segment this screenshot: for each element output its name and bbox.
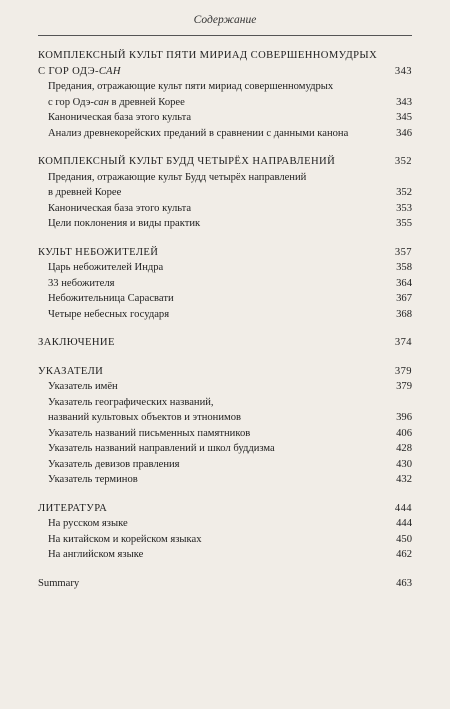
page-number: 444 [396,518,412,529]
header-rule [38,35,412,36]
entry-title: КОМПЛЕКСНЫЙ КУЛЬТ ПЯТИ МИРИАД СОВЕРШЕННОМУДРЫХ [38,50,378,61]
running-header: Содержание [193,14,257,26]
entry-title: Предания, отражающие культ пяти мириад совершенномудрых [48,81,334,92]
toc-entry-sub[interactable] [38,126,412,142]
entry-title: в древней Корее [48,187,122,198]
entry-title: названий культовых объектов и этнонимов [48,412,242,423]
toc-entry-sub[interactable] [38,426,412,442]
toc-entry-sub[interactable] [38,260,412,276]
table-of-contents [38,48,412,598]
entry-title: Каноническая база этого культа [48,112,192,123]
page-number: 450 [396,533,412,545]
page-number: 462 [396,549,412,560]
toc-entry-sub[interactable] [38,276,412,292]
page-number: 430 [396,458,412,470]
page-number: 355 [396,218,412,229]
toc-entry-sub[interactable] [38,532,412,548]
page-number: 367 [396,293,412,304]
entry-title: Указатель названий письменных памятников [48,427,251,439]
page-number: 368 [396,308,412,320]
entry-title-italic: САН [98,65,121,77]
entry-title: Четыре небесных государя [48,308,170,320]
toc-section [38,245,412,323]
entry-title: ЛИТЕРАТУРА [38,502,108,514]
page-number: 343 [394,65,412,77]
toc-entry-sub[interactable] [38,291,412,307]
page-number: 352 [396,187,412,198]
entry-title: Царь небожителей Индра [48,262,164,273]
entry-title: Указатель терминов [48,474,138,485]
entry-title: с гор Одэ- [48,96,94,108]
toc-section [38,154,412,232]
page-number: 463 [396,577,412,589]
entry-title: УКАЗАТЕЛИ [38,365,104,377]
entry-title: Анализ древнекорейских преданий в сравнении с данными канона [48,127,349,139]
page-number: 352 [394,156,412,167]
entry-title: Summary [38,577,80,589]
toc-entry-sub[interactable] [38,395,412,426]
toc-entry-sub[interactable] [38,170,412,201]
toc-section [38,576,412,592]
entry-title: С ГОР ОДЭ- [38,65,99,77]
entry-title: Небожительница Сарасвати [48,293,174,304]
toc-section [38,364,412,488]
entry-title: На английском языке [48,549,144,560]
page-number: 358 [396,262,412,273]
toc-entry-sub[interactable] [38,472,412,488]
entry-title: в древней Корее [108,96,185,108]
toc-entry-sub[interactable] [38,441,412,457]
toc-section [38,501,412,563]
toc-entry-sub[interactable] [38,379,412,395]
page-number: 379 [394,365,412,377]
toc-entry-sub[interactable] [38,201,412,217]
toc-section [38,48,412,141]
toc-entry-main[interactable] [38,154,412,170]
page-number: 444 [394,502,412,514]
toc-section [38,335,412,351]
toc-entry-summary[interactable] [38,576,412,592]
toc-entry-sub[interactable] [38,110,412,126]
toc-entry-sub[interactable] [38,547,412,563]
page-number: 353 [396,202,412,214]
toc-entry-sub[interactable] [38,79,412,110]
page-number: 428 [396,443,412,454]
page-number: 345 [396,112,412,123]
toc-entry-sub[interactable] [38,307,412,323]
entry-title: Указатель названий направлений и школ буддизма [48,443,275,454]
page-number: 357 [394,246,412,258]
toc-entry-main[interactable] [38,364,412,380]
entry-title: Указатель географических названий, [48,396,214,408]
entry-title: КУЛЬТ НЕБОЖИТЕЛЕЙ [38,246,159,258]
entry-title: Цели поклонения и виды практик [48,218,201,229]
entry-title: ЗАКЛЮЧЕНИЕ [38,337,115,348]
toc-entry-main[interactable] [38,245,412,261]
toc-entry-sub[interactable] [38,516,412,532]
page-number: 346 [396,127,412,139]
entry-title-italic: сан [93,96,109,108]
page-number: 374 [394,337,412,348]
page-number: 379 [396,381,412,392]
entry-title: 33 небожителя [48,277,115,289]
page-number: 432 [396,474,412,485]
toc-entry-main[interactable] [38,48,412,79]
entry-title: Указатель имён [48,381,118,392]
entry-title: На китайском и корейском языках [48,533,202,545]
page-number: 343 [396,96,412,108]
entry-title: На русском языке [48,518,128,529]
entry-title: Каноническая база этого культа [48,202,192,214]
entry-title: Предания, отражающие культ Будд четырёх направлений [48,171,307,183]
toc-entry-sub[interactable] [38,457,412,473]
entry-title: КОМПЛЕКСНЫЙ КУЛЬТ БУДД ЧЕТЫРЁХ НАПРАВЛЕНИЙ [38,156,336,167]
page-number: 396 [396,412,412,423]
toc-entry-sub[interactable] [38,216,412,232]
page-number: 406 [396,427,412,439]
toc-entry-main[interactable] [38,335,412,351]
entry-title: Указатель девизов правления [48,458,180,470]
page-number: 364 [396,277,412,289]
toc-entry-main[interactable] [38,501,412,517]
